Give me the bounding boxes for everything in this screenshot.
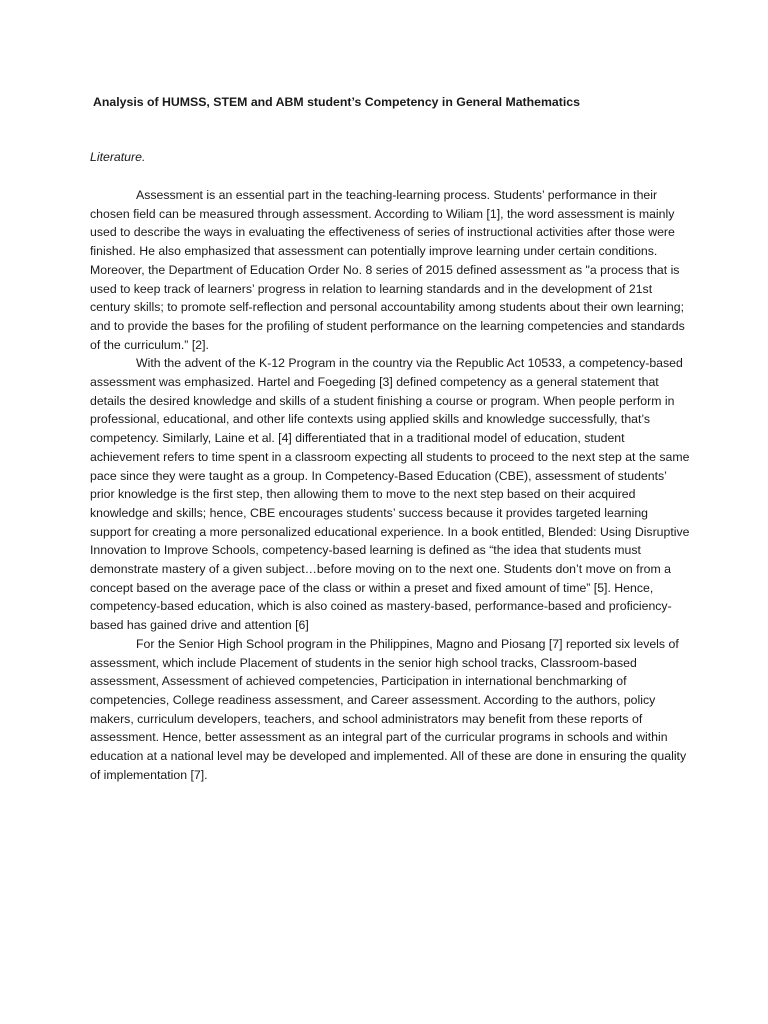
paragraph-2: With the advent of the K-12 Program in the country via the Republic Act 10533, a competency-based assessment was emphasized. Hartel and Foegeding [3] defined competency as a general statement that details the desired knowledge and skills of a student finishing a course or program. When people perform in professional, educational, and other life contexts using applied skills and knowledge successfully, that’s competency. Similarly, Laine et al. [4] differentiated that in a traditional model of education, student achievement refers to time spent in a classroom expecting all students to proceed to the next step at the same pace since they were taught as a group. In Competency-Based Education (CBE), assessment of students’ prior knowledge is the first step, then allowing them to move to the next step based on their acquired knowledge and skills; hence, CBE encourages students’ success because it provides targeted learning support for creating a more personalized educational experience. In a book entitled, Blended: Using Disruptive Innovation to Improve Schools, competency-based learning is defined as “the idea that students must demonstrate mastery of a given subject…before moving on to the next one. Students don’t move on from a concept based on the average pace of the class or within a preset and fixed amount of time” [5]. Hence, competency-based education, which is also coined as mastery-based, performance-based and proficiency-based has gained drive and attention [6] [90, 356, 690, 633]
paragraph-3: For the Senior High School program in the Philippines, Magno and Piosang [7] reported six levels of assessment, which include Placement of students in the senior high school tracks, Classroom-based assessment, Assessment of achieved competencies, Participation in international benchmarking of competencies, College readiness assessment, and Career assessment. According to the authors, policy makers, curriculum developers, teachers, and school administrators may benefit from these reports of assessment. Hence, better assessment as an integral part of the curricular programs in schools and within education at a national level may be developed and implemented. All of these are done in ensuring the quality of implementation [7]. [90, 636, 687, 782]
paragraph-1: Assessment is an essential part in the teaching-learning process. Students’ performance in their chosen field can be measured through assessment. According to Wiliam [1], the word assessment is mainly used to describe the ways in evaluating the effectiveness of series of instructional activities after those were finished. He also emphasized that assessment can potentially improve learning under certain conditions. Moreover, the Department of Education Order No. 8 series of 2015 defined assessment as "a process that is used to keep track of learners’ progress in relation to learning standards and in the development of 21st century skills; to promote self-reflection and personal accountability among students about their own learning; and to provide the bases for the profiling of student performance on the learning competencies and standards of the curriculum.” [2]. [90, 188, 685, 352]
section-heading: Literature. [90, 150, 146, 164]
document-title: Analysis of HUMSS, STEM and ABM student’s Competency in General Mathematics [93, 95, 580, 109]
body-text [90, 186, 690, 785]
